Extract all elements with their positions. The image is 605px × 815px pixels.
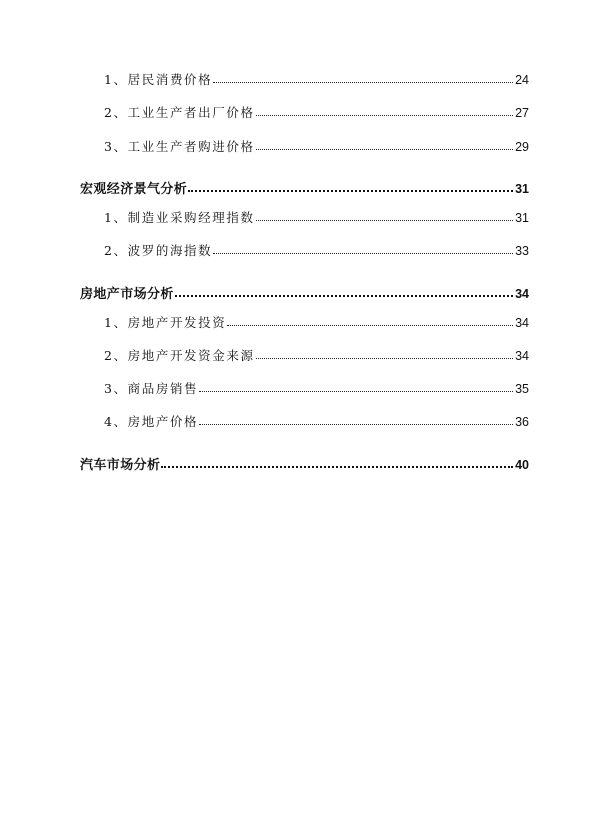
- toc-entry-title: 2、波罗的海指数: [104, 243, 213, 258]
- toc-entry-title: 2、工业生产者出厂价格: [104, 105, 255, 120]
- toc-section-real-estate[interactable]: [80, 283, 529, 302]
- toc-entry-title: 4、房地产价格: [104, 414, 199, 429]
- toc-page-number: 31: [515, 182, 529, 196]
- dot-leader: [199, 424, 513, 425]
- toc-page-number: 34: [515, 287, 529, 301]
- toc-page-number: 40: [515, 458, 529, 472]
- toc-entry-housing-sales[interactable]: [104, 379, 529, 397]
- toc-entry-title: 3、工业生产者购进价格: [104, 139, 255, 154]
- dot-leader: [199, 391, 513, 392]
- toc-page-number: 33: [515, 244, 529, 258]
- toc-section-title: 宏观经济景气分析: [80, 182, 188, 197]
- toc-page-number: 27: [515, 106, 529, 120]
- toc-section-title: 房地产市场分析: [80, 287, 174, 302]
- dot-leader: [256, 358, 514, 359]
- toc-page-number: 34: [515, 349, 529, 363]
- toc-entry-funding-sources[interactable]: [104, 346, 529, 364]
- dot-leader: [161, 466, 513, 468]
- toc-section-macro-sentiment[interactable]: [80, 178, 529, 197]
- toc-section-auto-market[interactable]: [80, 454, 529, 473]
- dot-leader: [175, 295, 513, 297]
- toc-page-number: 34: [515, 316, 529, 330]
- dot-leader: [256, 220, 514, 221]
- toc-page-number: 35: [515, 382, 529, 396]
- toc-page-number: 31: [515, 211, 529, 225]
- dot-leader: [256, 115, 514, 116]
- toc-entry-title: 1、房地产开发投资: [104, 315, 227, 330]
- toc-entry-ppi[interactable]: [104, 103, 529, 121]
- toc-entry-real-estate-investment[interactable]: [104, 313, 529, 331]
- toc-entry-title: 1、制造业采购经理指数: [104, 210, 255, 225]
- toc-entry-title: 2、房地产开发资金来源: [104, 348, 255, 363]
- dot-leader: [213, 253, 513, 254]
- toc-entry-baltic-index[interactable]: [104, 241, 529, 259]
- toc-page-number: 29: [515, 140, 529, 154]
- dot-leader: [213, 82, 513, 83]
- dot-leader: [256, 149, 514, 150]
- toc-section-title: 汽车市场分析: [80, 458, 161, 473]
- dot-leader: [227, 325, 513, 326]
- toc-entry-housing-prices[interactable]: [104, 412, 529, 430]
- toc-entry-title: 3、商品房销售: [104, 381, 199, 396]
- dot-leader: [188, 190, 513, 192]
- toc-entry-title: 1、居民消费价格: [104, 72, 213, 87]
- toc-page-number: 24: [515, 73, 529, 87]
- toc-entry-cpi[interactable]: [104, 70, 529, 88]
- toc-entry-ppirm[interactable]: [104, 137, 529, 155]
- toc-page-number: 36: [515, 415, 529, 429]
- toc-entry-pmi[interactable]: [104, 208, 529, 226]
